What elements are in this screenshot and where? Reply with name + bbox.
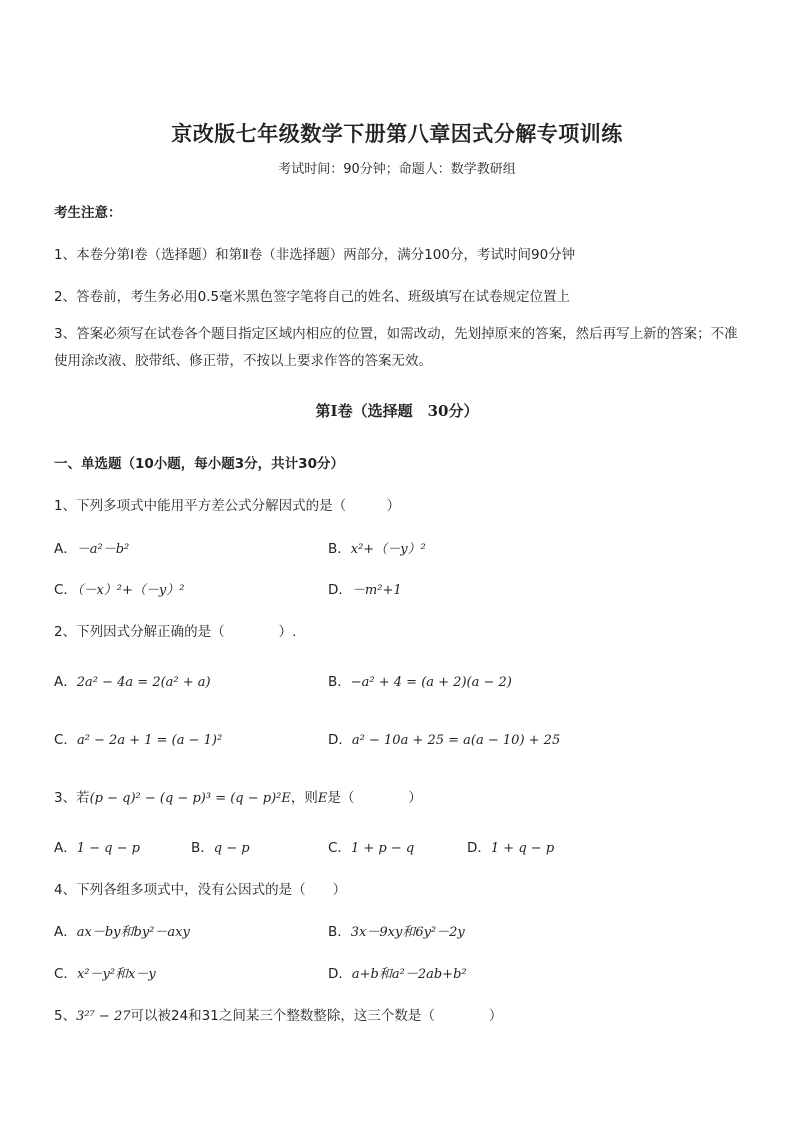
question-2-option-d[interactable] xyxy=(328,728,560,748)
q5-expression: 3²⁷ − 27 xyxy=(76,1009,131,1024)
option-label: B． xyxy=(328,924,351,940)
question-1-option-d[interactable] xyxy=(328,578,402,598)
q3-suffix-2: 是（ ） xyxy=(327,790,422,806)
question-4-option-a[interactable] xyxy=(54,920,190,940)
option-label: D． xyxy=(328,582,352,598)
option-label: C． xyxy=(54,966,77,982)
option-label: D． xyxy=(467,840,491,856)
question-4-stem: 4、下列各组多项式中，没有公因式的是（ ） xyxy=(54,882,347,898)
exam-subtitle: 考试时间：90分钟；命题人：数学教研组 xyxy=(278,162,516,177)
question-3-option-d[interactable] xyxy=(467,836,554,856)
q5-prefix: 5、 xyxy=(54,1008,77,1024)
option-text: a² − 10a + 25 = a(a − 10) + 25 xyxy=(351,733,561,748)
notice-item-2: 2、答卷前，考生务必用0.5毫米黑色签字笔将自己的姓名、班级填写在试卷规定位置上 xyxy=(54,289,571,305)
option-text: a² − 2a + 1 = (a − 1)² xyxy=(76,733,223,748)
question-4-option-c[interactable] xyxy=(54,962,156,982)
question-4-option-d[interactable] xyxy=(328,962,467,982)
option-text: q − p xyxy=(213,841,250,856)
option-label: A． xyxy=(54,924,77,940)
part1-title: 第Ⅰ卷（选择题 30分） xyxy=(315,402,479,420)
option-label: C． xyxy=(328,840,351,856)
option-label: D． xyxy=(328,732,352,748)
option-text: x²+（－y）² xyxy=(350,542,426,557)
question-3-option-b[interactable] xyxy=(191,836,250,856)
q3-variable: E xyxy=(317,791,328,806)
option-label: A． xyxy=(54,674,77,690)
question-3-option-c[interactable] xyxy=(328,836,414,856)
question-1-option-a[interactable] xyxy=(54,537,129,557)
question-1-stem: 1、下列多项式中能用平方差公式分解因式的是（ ） xyxy=(54,498,401,514)
option-text: a+b和a²－2ab+b² xyxy=(351,967,467,982)
notice-item-3: 3、答案必须写在试卷各个题目指定区域内相应的位置，如需改动，先划掉原来的答案，然后再写上新的答案；不准使用涂改液、胶带纸、修正带，不按以上要求作答的答案无效。 xyxy=(54,326,738,369)
option-label: A． xyxy=(54,840,77,856)
question-2-option-a[interactable] xyxy=(54,670,211,690)
option-text: ax－by和by²－axy xyxy=(76,925,190,940)
option-label: A． xyxy=(54,541,77,557)
option-text: −a² + 4 = (a + 2)(a − 2) xyxy=(350,675,512,690)
q5-text: 可以被24和31之间某三个整数整除，这三个数是（ ） xyxy=(130,1008,503,1024)
option-text: 1 + p − q xyxy=(350,841,415,856)
option-label: D． xyxy=(328,966,352,982)
notice-heading: 考生注意： xyxy=(54,205,122,221)
option-text: 1 − q − p xyxy=(76,841,140,856)
q3-suffix: ，则 xyxy=(290,790,318,806)
q3-prefix: 3、若 xyxy=(54,790,90,806)
option-label: B． xyxy=(191,840,214,856)
option-label: B． xyxy=(328,674,351,690)
question-1-option-b[interactable] xyxy=(328,537,426,557)
option-text: （－x）²+（－y）² xyxy=(76,583,185,598)
question-3-option-a[interactable] xyxy=(54,836,140,856)
section-heading: 一、单选题（10小题，每小题3分，共计30分） xyxy=(54,456,344,472)
option-text: －a²－b² xyxy=(76,542,130,557)
question-2-option-c[interactable] xyxy=(54,728,222,748)
question-3-stem xyxy=(54,786,422,806)
option-text: 1 + q − p xyxy=(490,841,555,856)
option-label: B． xyxy=(328,541,351,557)
option-label: C． xyxy=(54,582,77,598)
option-text: 3x－9xy和6y²－2y xyxy=(350,925,465,940)
question-1-option-c[interactable] xyxy=(54,578,184,598)
exam-title: 京改版七年级数学下册第八章因式分解专项训练 xyxy=(171,121,623,146)
option-text: x²－y²和x－y xyxy=(76,967,156,982)
question-2-option-b[interactable] xyxy=(328,670,512,690)
question-5-stem xyxy=(54,1004,502,1024)
q3-expression: (p − q)² − (q − p)³ = (q − p)²E xyxy=(89,791,291,806)
question-2-stem: 2、下列因式分解正确的是（ ）. xyxy=(54,624,297,640)
option-text: －m²+1 xyxy=(351,583,402,598)
option-text: 2a² − 4a = 2(a² + a) xyxy=(76,675,211,690)
notice-item-1: 1、本卷分第Ⅰ卷（选择题）和第Ⅱ卷（非选择题）两部分，满分100分，考试时间90分钟 xyxy=(54,247,576,263)
question-4-option-b[interactable] xyxy=(328,920,465,940)
option-label: C． xyxy=(54,732,77,748)
